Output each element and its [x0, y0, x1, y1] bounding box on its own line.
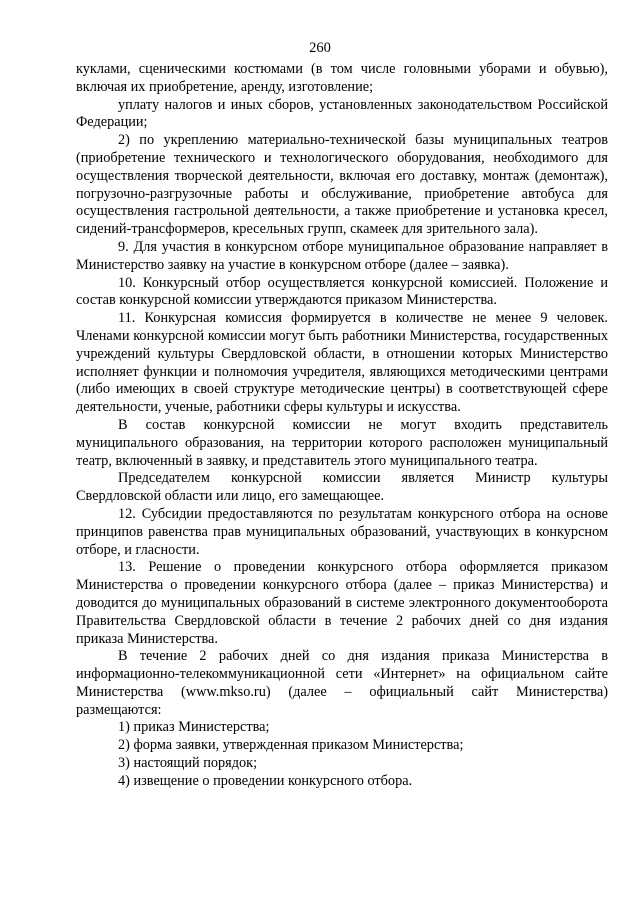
list-item-1: 1) приказ Министерства; [118, 719, 270, 736]
paragraph-item-2: 2) по укреплению материально-технической базы муниципальных театров (приобретение технического и технологического оборудования, необходимого для осуществления творческой деятельности, включая его доставку, монтаж (демонтаж), погрузочно-разгрузочные работы и обслуживание, приобретение автобуса для осуществления гастрольной деятельности, а также приобретение и установка кресел, сидений-трансформеров, кресельных групп, скамеек для зрительного зала). [76, 132, 608, 238]
list-item-2: 2) форма заявки, утвержденная приказом Министерства; [118, 737, 464, 754]
paragraph-taxes: уплату налогов и иных сборов, установленных законодательством Российской Федерации; [76, 96, 608, 131]
paragraph-commission-chair: Председателем конкурсной комиссии является Министр культуры Свердловской области или лицо, его замещающее. [76, 470, 608, 505]
paragraph-publication: В течение 2 рабочих дней со дня издания приказа Министерства в информационно-телекоммуникационной сети «Интернет» на официальном сайте Министерства (www.mkso.ru) (далее – официальный сайт Министерства) размещаются: [76, 648, 608, 718]
list-item-3: 3) настоящий порядок; [118, 755, 258, 772]
paragraph-continuation: куклами, сценическими костюмами (в том числе головными уборами и обувью), включая их приобретение, аренду, изготовление; [76, 61, 608, 95]
paragraph-clause-11: 11. Конкурсная комиссия формируется в количестве не менее 9 человек. Членами конкурсной комиссии могут быть работники Министерства, государственных учреждений культуры Свердловской области, в отношении которых Министерство исполняет функции и полномочия учредителя, являющихся методическими центрами (либо имеющих в своей структуре методические центры) в соответствующей сфере деятельности, ученые, работники сферы культуры и искусства. [76, 310, 608, 416]
paragraph-clause-10: 10. Конкурсный отбор осуществляется конкурсной комиссией. Положение и состав конкурсной комиссии утверждаются приказом Министерства. [76, 274, 608, 309]
page-number: 260 [309, 40, 331, 56]
paragraph-clause-9: 9. Для участия в конкурсном отборе муниципальное образование направляет в Министерство заявку на участие в конкурсном отборе (далее – заявка). [76, 238, 608, 273]
paragraph-commission-exclusion: В состав конкурсной комиссии не могут входить представитель муниципального образования, на территории которого расположен муниципальный театр, включенный в заявку, и представитель этого муниципального театра. [76, 416, 608, 469]
document-body [76, 61, 608, 791]
paragraph-clause-13: 13. Решение о проведении конкурсного отбора оформляется приказом Министерства о проведении конкурсного отбора (далее – приказ Министерства) и доводится до муниципальных образований в системе электронного документооборота Правительства Свердловской области в течение 2 рабочих дней со дня издания приказа Министерства. [76, 559, 608, 647]
paragraph-clause-12: 12. Субсидии предоставляются по результатам конкурсного отбора на основе принципов равенства прав муниципальных образований, участвующих в конкурсном отборе, и гласности. [76, 505, 608, 558]
list-item-4: 4) извещение о проведении конкурсного отбора. [118, 772, 413, 789]
